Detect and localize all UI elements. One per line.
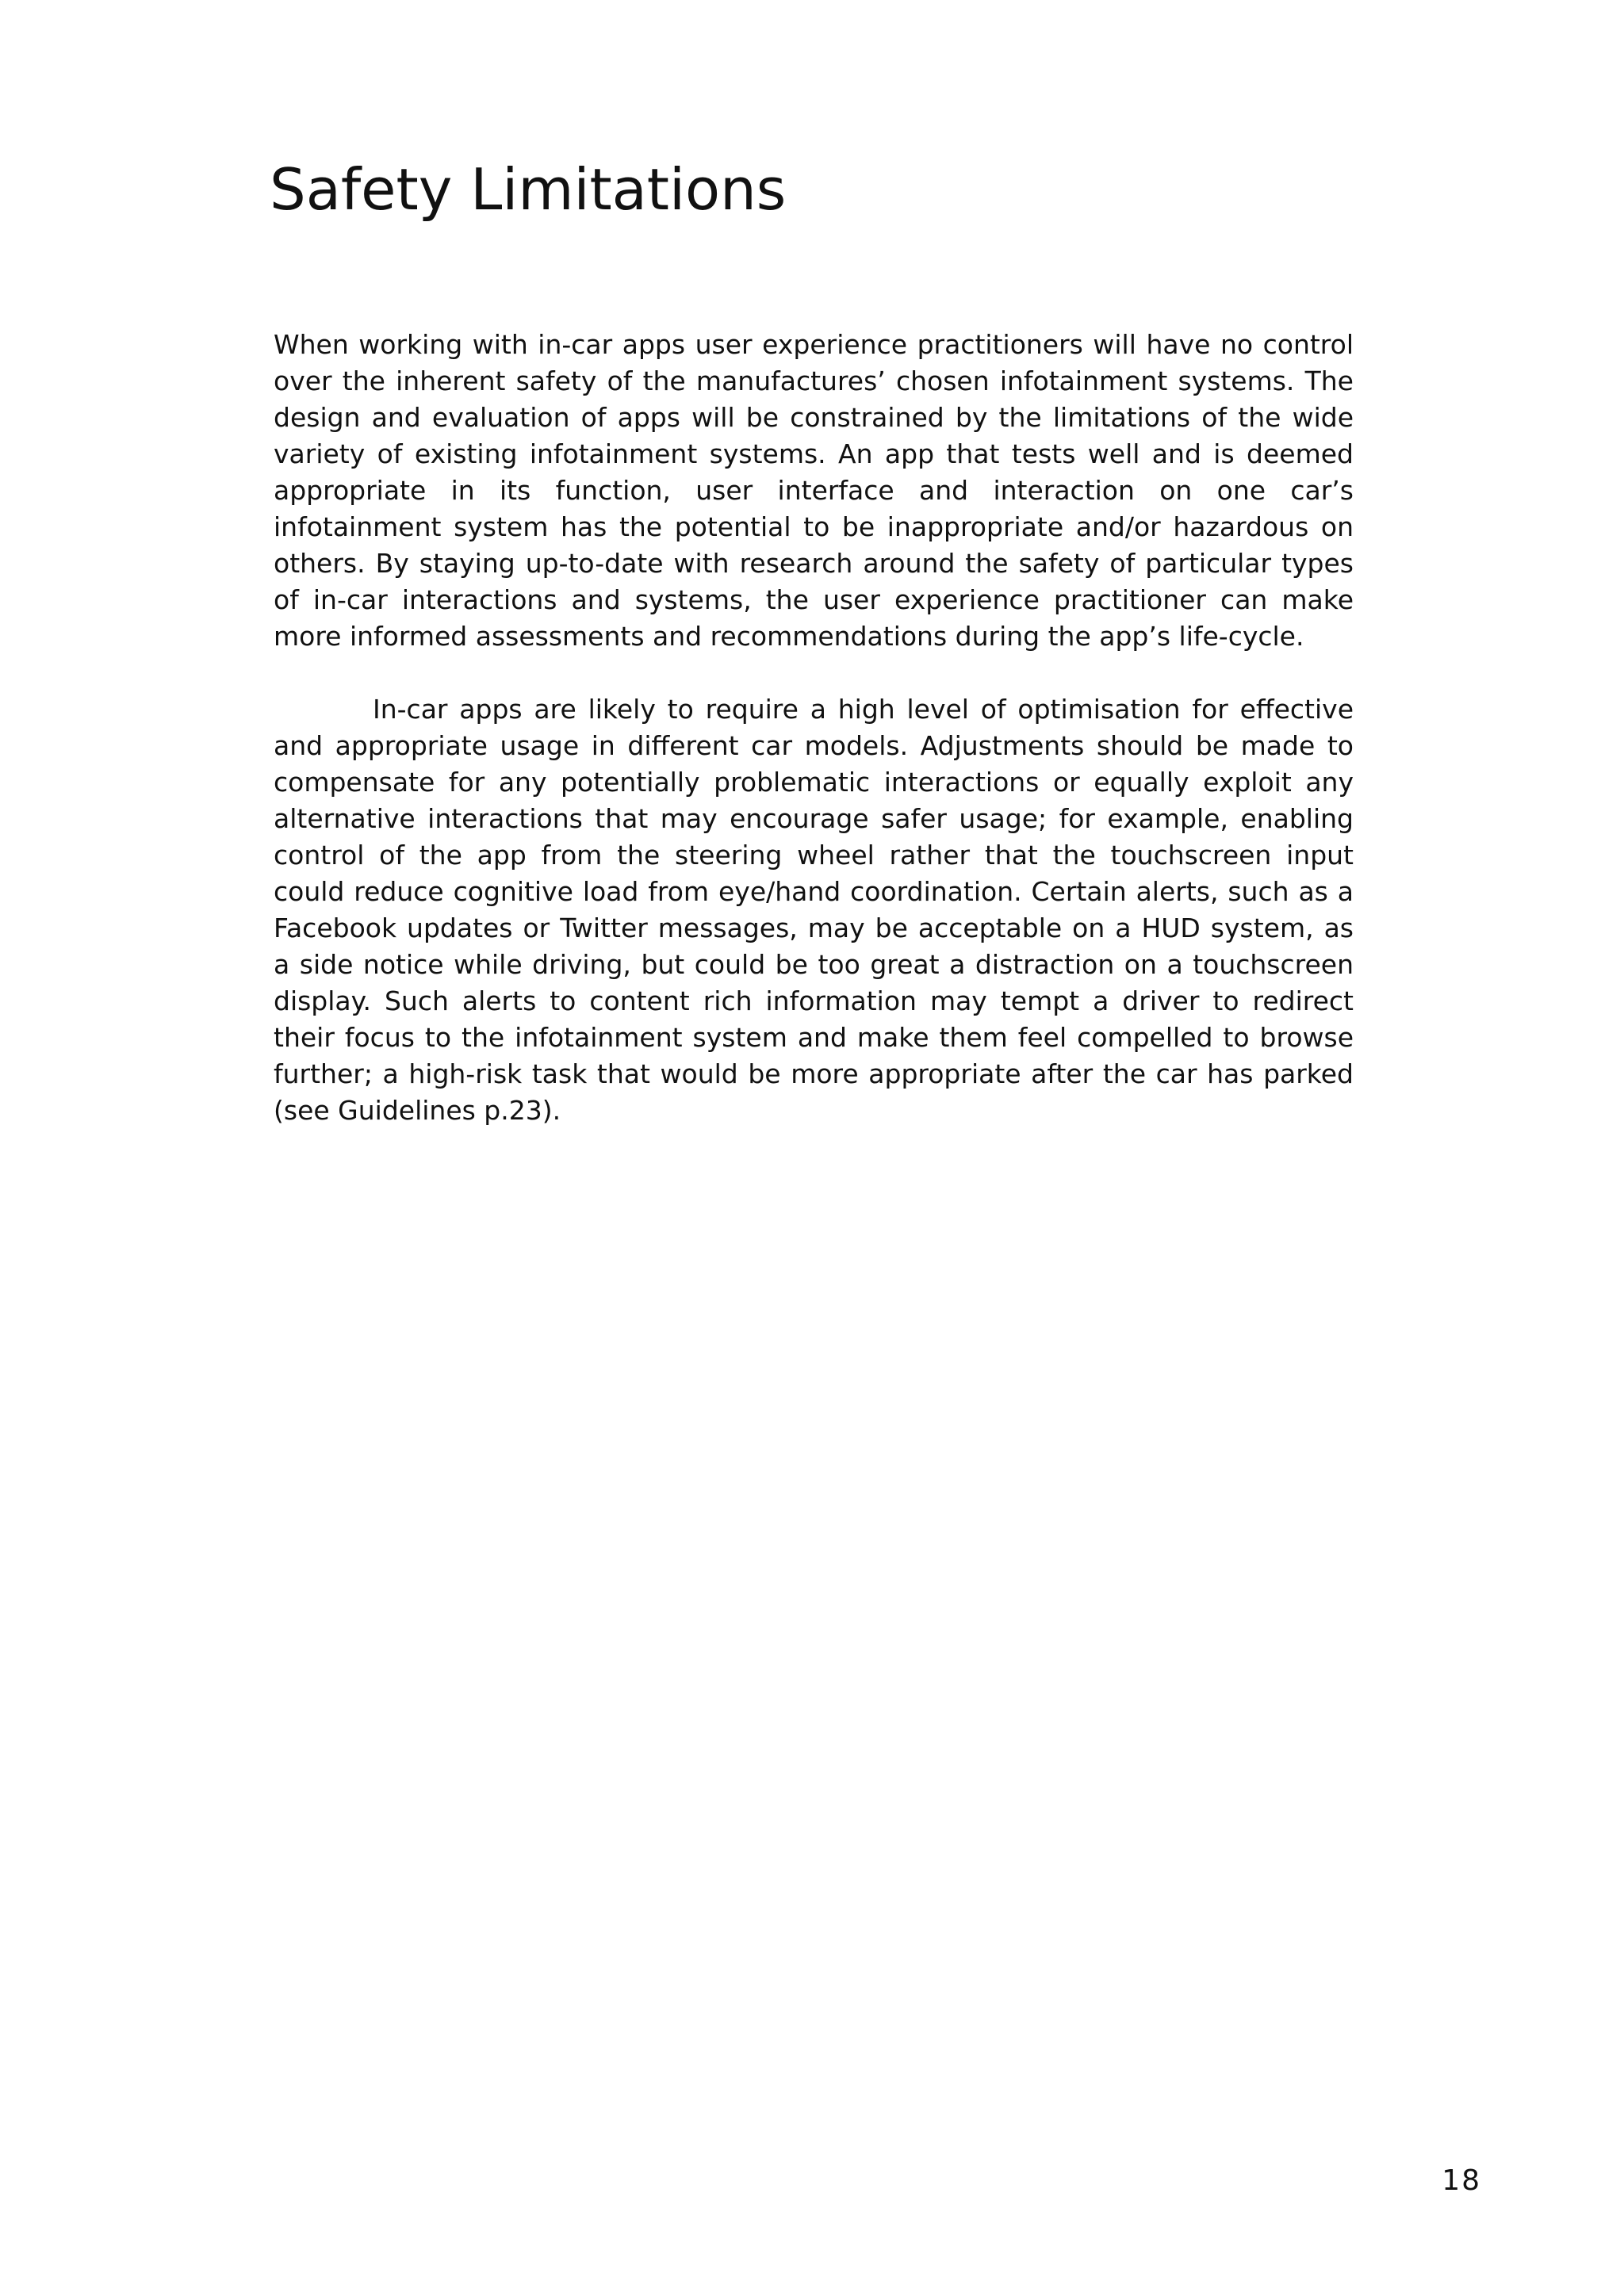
paragraph-1: When working with in-car apps user experience practitioners will have no control over the inherent safety of the manufactures’ chosen infotainment systems. The design and evaluation of apps will be constrained by the limitations of the wide variety of existing infotainment systems. An app that tests well and is deemed appropriate in its function, user interface and interaction on one car’s infotainment system has the potential to be inappropriate and/or hazardous on others. By staying up-to-date with research around the safety of particular types of in-car interactions and systems, the user experience practitioner can make more informed assessments and recommendations during the app’s life-cycle. bbox=[274, 329, 1354, 652]
page-title: Safety Limitations bbox=[270, 156, 787, 223]
page-number: 18 bbox=[1442, 2164, 1481, 2197]
paragraph-2: In-car apps are likely to require a high level of optimisation for effective and appropriate usage in different car models. Adjustments should be made to compensate for any potentially problematic interactions or equally exploit any alternative interactions that may encourage safer usage; for example, enabling control of the app from the steering wheel rather that the touchscreen input could reduce cognitive load from eye/hand coordination. Certain alerts, such as a Facebook updates or Twitter messages, may be acceptable on a HUD system, as a side notice while driving, but could be too great a distraction on a touchscreen display. Such alerts to content rich information may tempt a driver to redirect their focus to the infotainment system and make them feel compelled to browse further; a high-risk task that would be more appropriate after the car has parked (see Guidelines p.23). bbox=[274, 694, 1354, 1126]
body-text bbox=[274, 327, 1354, 1129]
